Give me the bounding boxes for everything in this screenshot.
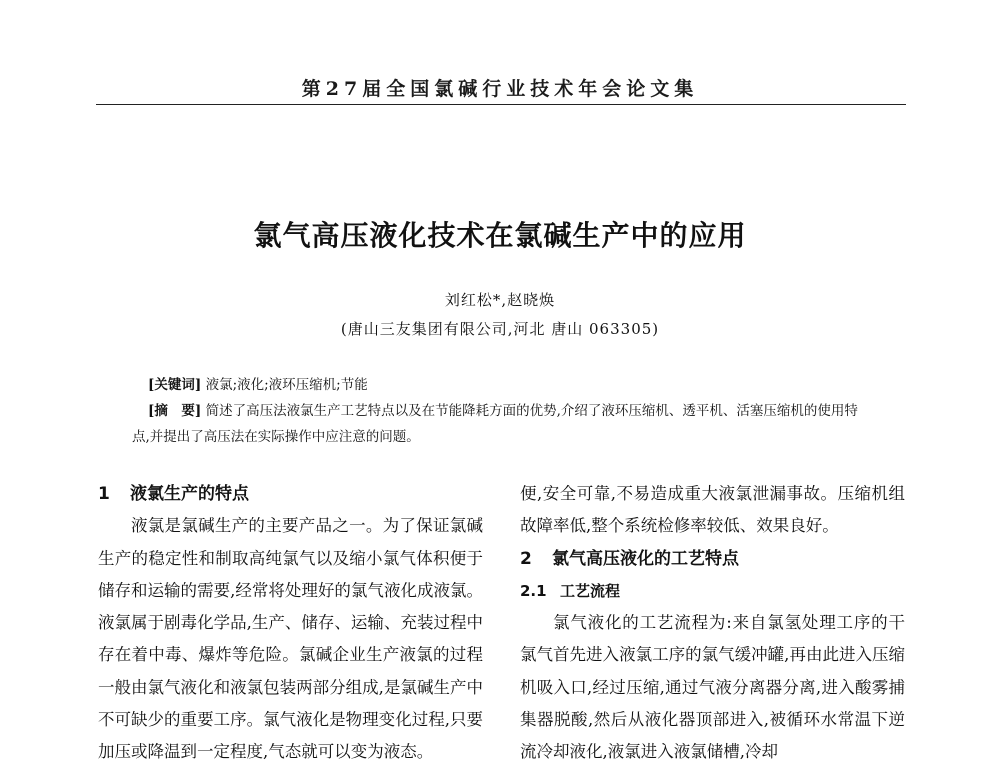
section-2-title: 氯气高压液化的工艺特点 xyxy=(552,548,739,569)
section-1-number: 1 xyxy=(98,484,110,504)
header-rule xyxy=(96,104,906,105)
subsection-2-1-title: 工艺流程 xyxy=(560,581,621,600)
running-header: 第27届全国氯碱行业技术年会论文集 xyxy=(301,78,699,100)
section-2-heading xyxy=(520,543,905,575)
abstract-block xyxy=(132,398,872,450)
section-1-continuation: 便,安全可靠,不易造成重大液氯泄漏事故。压缩机组故障率低,整个系统检修率较低、效果良好。 xyxy=(520,484,905,536)
body-column-right xyxy=(520,478,905,769)
keywords-line xyxy=(148,372,368,398)
keywords-label: [关键词] xyxy=(148,377,202,393)
abstract-text: 简述了高压法液氯生产工艺特点以及在节能降耗方面的优势,介绍了液环压缩机、透平机、活塞压缩机的使用特点,并提出了高压法在实际操作中应注意的问题。 xyxy=(132,403,858,445)
section-2-number: 2 xyxy=(520,548,532,569)
keywords-text: 液氯;液化;液环压缩机;节能 xyxy=(205,377,368,393)
section-1-heading xyxy=(98,478,483,510)
abstract-label: [摘 要] xyxy=(148,403,202,419)
subsection-2-1-number: 2.1 xyxy=(520,581,547,600)
affiliation: (唐山三友集团有限公司,河北 唐山 063305) xyxy=(340,320,660,338)
section-1-paragraph: 液氯是氯碱生产的主要产品之一。为了保证氯碱生产的稳定性和制取高纯氯气以及缩小氯气体积便于储存和运输的需要,经常将处理好的氯气液化成液氯。液氯属于剧毒化学品,生产、储存、运输、充装过程中存在着中毒、爆炸等危险。氯碱企业生产液氯的过程一般由氯气液化和液氯包装两部分组成,是氯碱生产中不可缺少的重要工序。氯气液化是物理变化过程,只要加压或降温到一定程度,气态就可以变为液态。 xyxy=(98,516,483,762)
section-1-title: 液氯生产的特点 xyxy=(130,484,249,504)
paper-title: 氯气高压液化技术在氯碱生产中的应用 xyxy=(253,219,747,252)
subsection-2-1-heading xyxy=(520,575,905,607)
subsection-2-1-paragraph: 氯气液化的工艺流程为:来自氯氢处理工序的干氯气首先进入液氯工序的氯气缓冲罐,再由此进入压缩机吸入口,经过压缩,通过气液分离器分离,进入酸雾捕集器脱酸,然后从液化器顶部进入,被循环水常温下逆流冷却液化,液氯进入液氯储槽,冷却 xyxy=(520,613,905,762)
body-column-left xyxy=(98,478,483,769)
authors: 刘红松*,赵晓焕 xyxy=(444,291,556,309)
